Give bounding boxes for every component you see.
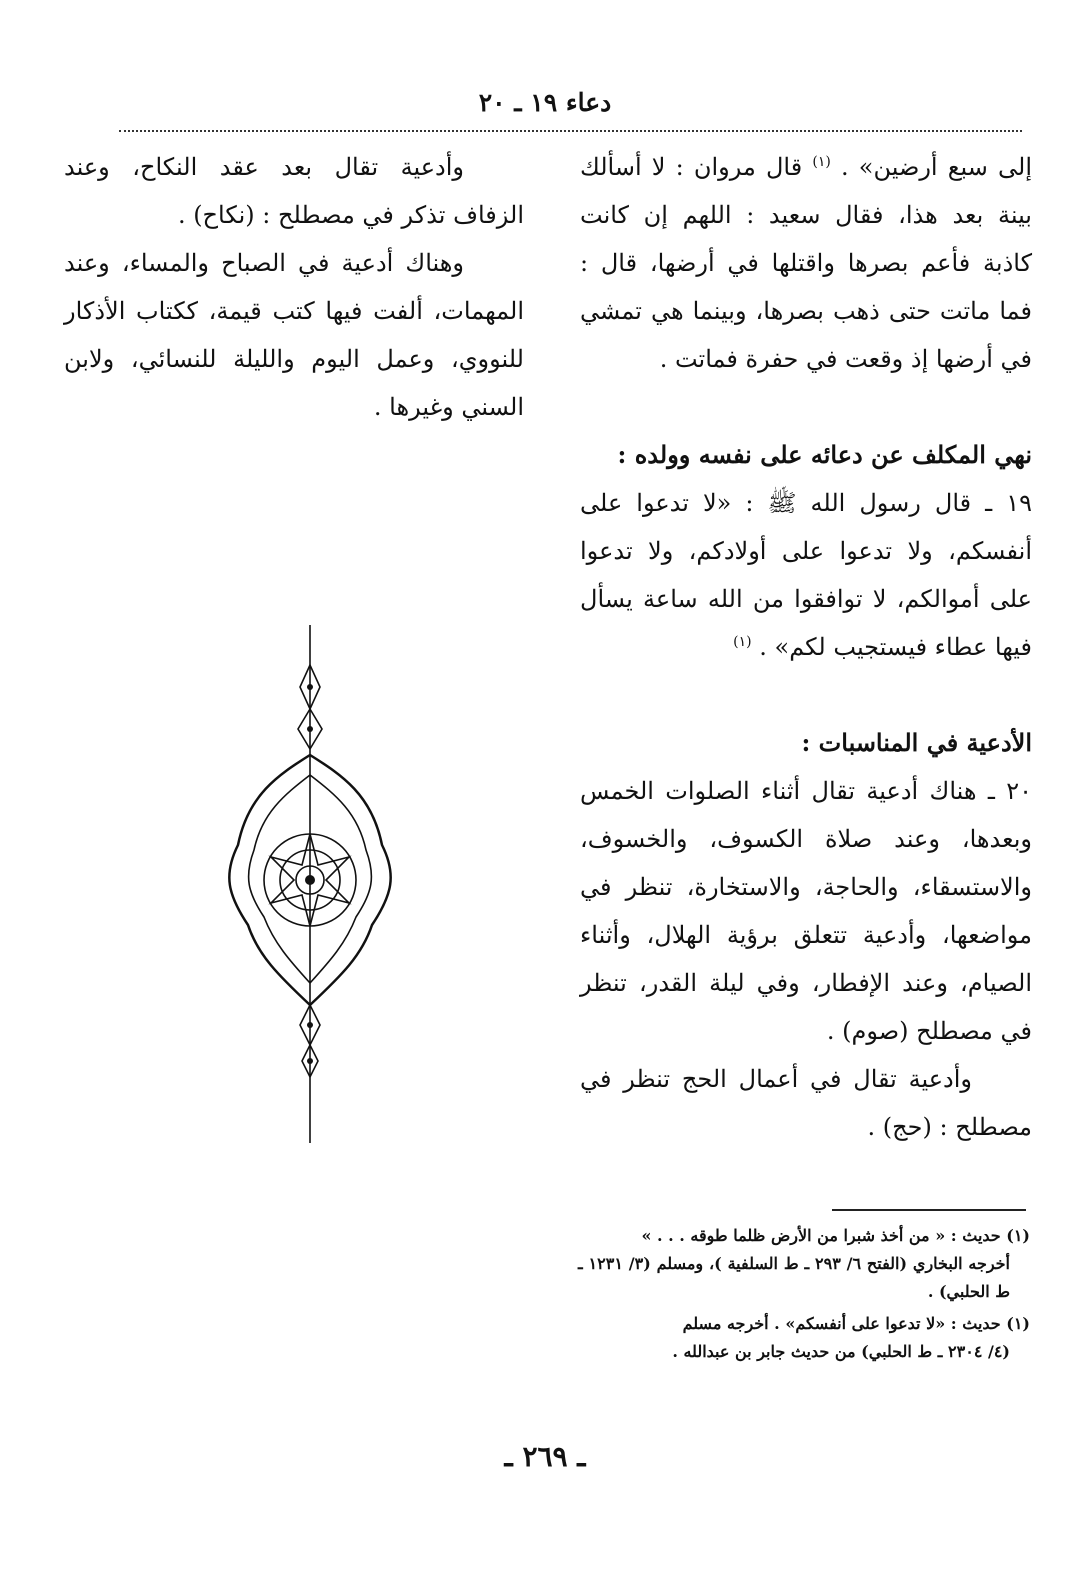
paragraph-nikah: وأدعية تقال بعد عقد النكاح، وعند الزفاف تذكر في مصطلح : (نكاح) . <box>64 153 524 229</box>
para1-start: إلى سبع أرضين» . <box>840 153 1032 181</box>
footnote-1-line1: (١) حديث : « من أخذ شبرا من الأرض ظلما طوقه . . . » <box>641 1226 1030 1245</box>
header-dotted-rule <box>119 130 1022 132</box>
page-number: ـ ٢٦٩ ـ <box>504 1440 586 1473</box>
footnote-1 <box>578 1222 1030 1306</box>
footnote-separator <box>832 1209 1026 1211</box>
footnote-ref-1[interactable]: (١) <box>812 154 831 170</box>
section-heading-occasions: الأدعية في المناسبات : <box>801 728 1032 757</box>
footnote-1-line2: أخرجه البخاري (الفتح ٦/ ٢٩٣ ـ ط السلفية )، ومسلم (٣/ ١٢٣١ ـ ط الحلبي) . <box>578 1254 1010 1301</box>
running-header: دعاء ١٩ ـ ٢٠ <box>478 88 612 117</box>
section-heading-prohibition: نهي المكلف عن دعائه على نفسه وولده : <box>617 440 1032 469</box>
footnotes <box>578 1222 1030 1370</box>
paragraph-adhkar: وهناك أدعية في الصباح والمساء، وعند المهمات، ألفت فيها كتب قيمة، ككتاب الأذكار للنووي، وعمل اليوم والليلة للنسائي، ولابن السني وغيرها . <box>64 249 524 421</box>
footnote-2 <box>578 1310 1030 1366</box>
footnote-2-line1: (١) حديث : «لا تدعوا على أنفسكم» . أخرجه مسلم <box>682 1314 1030 1333</box>
para2-text: ١٩ ـ قال رسول الله ﷺ : «لا تدعوا على أنفسكم، ولا تدعوا على أولادكم، ولا تدعوا على أموالكم، لا توافقوا من الله ساعة يسأل فيها عطاء فيستجيب لكم» . <box>580 489 1032 661</box>
paragraph-story-end <box>580 143 1032 383</box>
footnote-2-line2: (٤/ ٢٣٠٤ ـ ط الحلبي) من حديث جابر بن عبدالله . <box>672 1342 1010 1361</box>
paragraph-19 <box>580 479 1032 671</box>
paragraph-20: ٢٠ ـ هناك أدعية تقال أثناء الصلوات الخمس وبعدها، وعند صلاة الكسوف، والخسوف، والاستسقاء، والحاجة، والاستخارة، تنظر في مواضعها، وأدعية تتعلق برؤية الهلال، وأثناء الصيام، وعند الإفطار، وفي ليلة القدر، تنظر في مصطلح (صوم) . <box>580 777 1032 1045</box>
floral-ornament-icon <box>218 625 402 1143</box>
paragraph-hajj: وأدعية تقال في أعمال الحج تنظر في مصطلح : (حج) . <box>580 1065 1032 1141</box>
right-column <box>580 143 1032 1151</box>
footnote-ref-2[interactable]: (١) <box>733 634 752 650</box>
left-column <box>64 143 524 431</box>
para1-rest: قال مروان : لا أسألك بينة بعد هذا، فقال سعيد : اللهم إن كانت كاذبة فأعم بصرها واقتلها في أرضها، قال : فما ماتت حتى ذهب بصرها، وبينما هي تمشي في أرضها إذ وقعت في حفرة فماتت . <box>580 153 1032 373</box>
